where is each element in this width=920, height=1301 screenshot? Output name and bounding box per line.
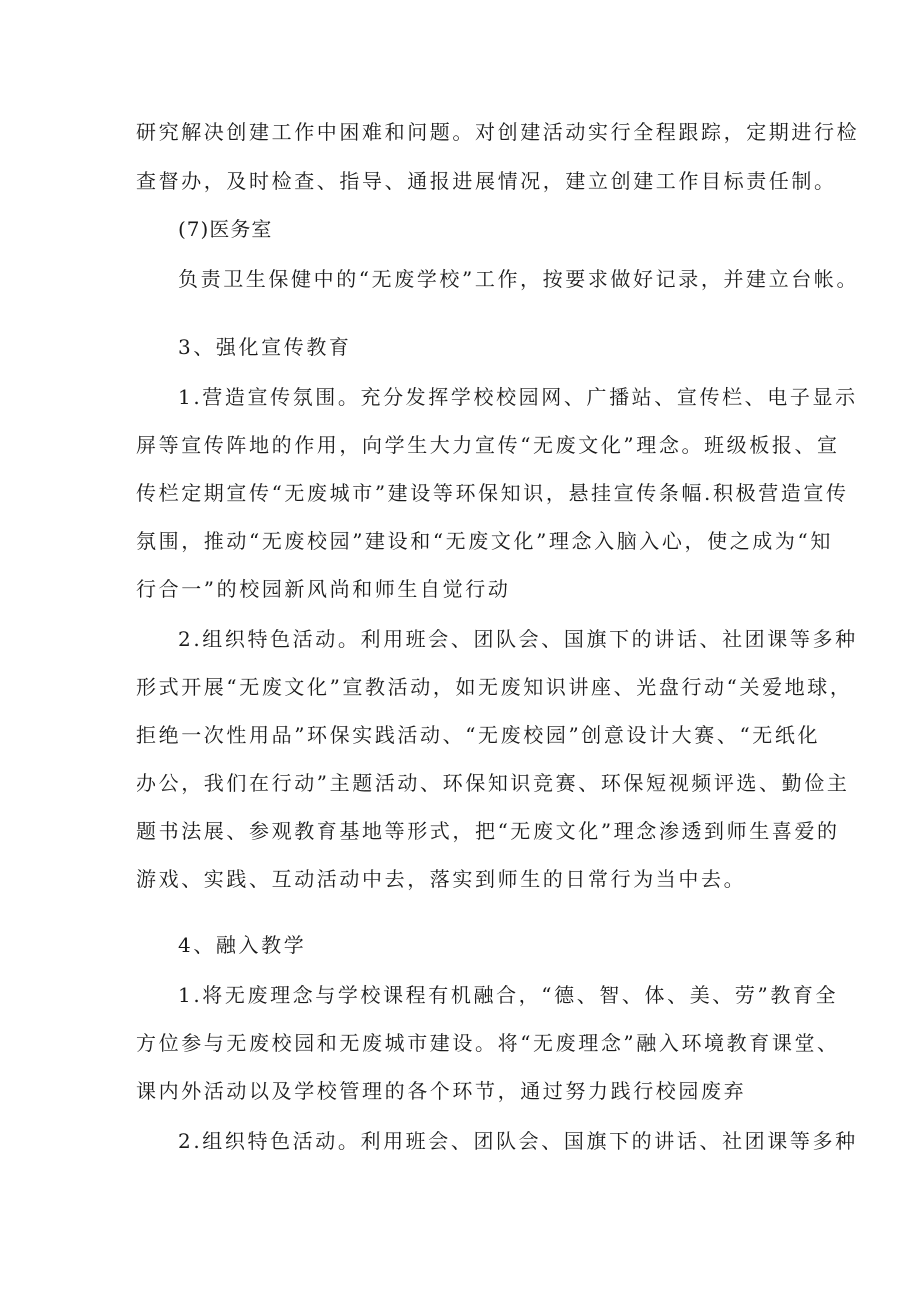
text-line: 题书法展、参观教育基地等形式，把“无废文化”理念渗透到师生喜爱的 <box>136 819 840 843</box>
section-heading: 4、融入教学 <box>178 933 307 957</box>
text-line: 形式开展“无废文化”宣教活动，如无废知识讲座、光盘行动“关爱地球， <box>136 675 853 699</box>
section-heading: 3、强化宣传教育 <box>178 335 352 359</box>
text-line: 2.组织特色活动。利用班会、团队会、国旗下的讲话、社团课等多种 <box>178 627 858 651</box>
text-line: 办公，我们在行动”主题活动、环保知识竞赛、环保短视频评选、勤俭主 <box>136 771 850 795</box>
text-line: 传栏定期宣传“无废城市”建设等环保知识，悬挂宣传条幅.积极营造宣传 <box>136 481 849 505</box>
text-line: 1.营造宣传氛围。充分发挥学校校园网、广播站、宣传栏、电子显示 <box>178 385 858 409</box>
text-line: 屏等宣传阵地的作用，向学生大力宣传“无废文化”理念。班级板报、宣 <box>136 433 840 457</box>
text-line: 游戏、实践、互动活动中去，落实到师生的日常行为当中去。 <box>136 867 747 891</box>
text-line: 方位参与无废校园和无废城市建设。将“无废理念”融入环境教育课堂、 <box>136 1031 840 1055</box>
text-line: 课内外活动以及学校管理的各个环节，通过努力践行校园废弃 <box>136 1079 747 1103</box>
text-line: 查督办，及时检查、指导、通报进展情况，建立创建工作目标责任制。 <box>136 169 837 193</box>
text-line: 拒绝一次性用品”环保实践活动、“无废校园”创意设计大赛、“无纸化 <box>136 723 821 747</box>
text-line: 2.组织特色活动。利用班会、团队会、国旗下的讲话、社团课等多种 <box>178 1129 858 1153</box>
text-line: 氛围，推动“无废校园”建设和“无废文化”理念入脑入心，使之成为“知 <box>136 529 833 553</box>
subheading: (7)医务室 <box>178 217 273 241</box>
text-line: 行合一”的校园新风尚和师生自觉行动 <box>136 577 511 601</box>
text-line: 研究解决创建工作中困难和问题。对创建活动实行全程跟踪，定期进行检 <box>136 120 860 144</box>
text-line: 负责卫生保健中的“无废学校”工作，按要求做好记录，并建立台帐。 <box>178 267 860 291</box>
text-line: 1.将无废理念与学校课程有机融合，“德、智、体、美、劳”教育全 <box>178 983 839 1007</box>
